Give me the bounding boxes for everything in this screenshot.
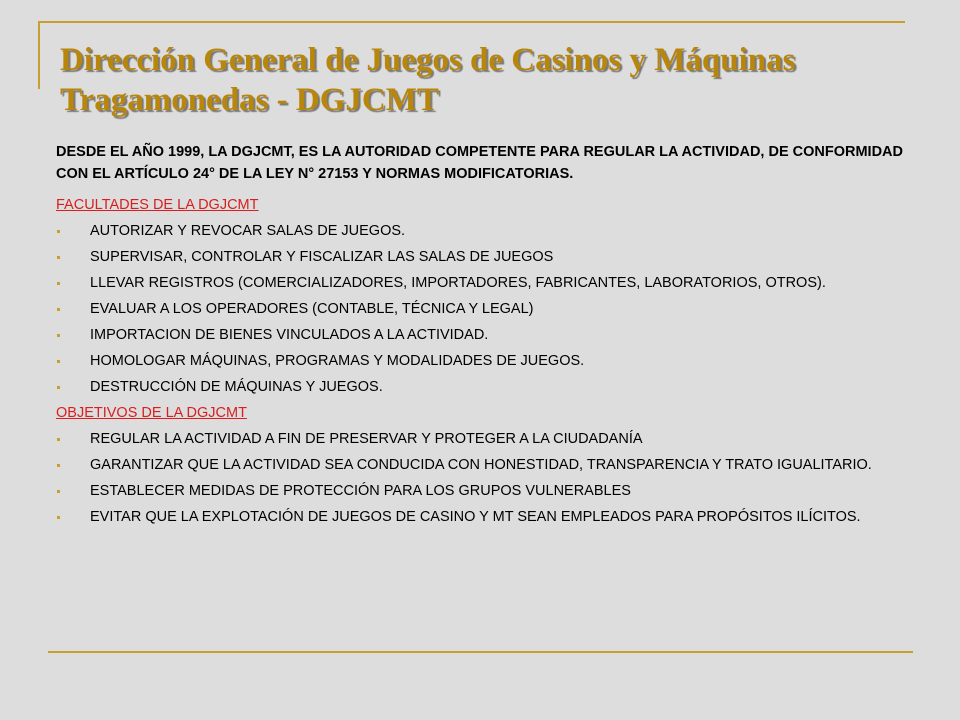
objetivos-list (56, 429, 903, 527)
list-item: SUPERVISAR, CONTROLAR Y FISCALIZAR LAS SALAS DE JUEGOS (56, 247, 903, 267)
list-item: EVITAR QUE LA EXPLOTACIÓN DE JUEGOS DE CASINO Y MT SEAN EMPLEADOS PARA PROPÓSITOS ILÍCITOS. (56, 507, 903, 527)
bullet-icon (57, 230, 60, 233)
bullet-icon (57, 464, 60, 467)
list-item: IMPORTACION DE BIENES VINCULADOS A LA ACTIVIDAD. (56, 325, 903, 345)
bullet-icon (57, 308, 60, 311)
top-rule (40, 21, 905, 23)
list-item: HOMOLOGAR MÁQUINAS, PROGRAMAS Y MODALIDADES DE JUEGOS. (56, 351, 903, 371)
slide-body (56, 141, 903, 533)
bullet-icon (57, 334, 60, 337)
list-item: GARANTIZAR QUE LA ACTIVIDAD SEA CONDUCIDA CON HONESTIDAD, TRANSPARENCIA Y TRATO IGUALITARIO. (56, 455, 903, 475)
bullet-icon (57, 256, 60, 259)
list-item: LLEVAR REGISTROS (COMERCIALIZADORES, IMPORTADORES, FABRICANTES, LABORATORIOS, OTROS). (56, 273, 903, 293)
left-rule (38, 21, 40, 89)
list-item: AUTORIZAR Y REVOCAR SALAS DE JUEGOS. (56, 221, 903, 241)
bullet-icon (57, 516, 60, 519)
objetivos-heading: OBJETIVOS DE LA DGJCMT (56, 405, 247, 421)
bullet-icon (57, 438, 60, 441)
list-item: DESTRUCCIÓN DE MÁQUINAS Y JUEGOS. (56, 377, 903, 397)
bottom-rule (48, 651, 913, 653)
facultades-heading: FACULTADES DE LA DGJCMT (56, 197, 259, 213)
intro-paragraph: DESDE EL AÑO 1999, LA DGJCMT, ES LA AUTORIDAD COMPETENTE PARA REGULAR LA ACTIVIDAD, DE CONFORMIDAD CON EL ARTÍCULO 24° DE LA LEY N° 27153 Y NORMAS MODIFICATORIAS. (56, 144, 903, 182)
bullet-icon (57, 282, 60, 285)
list-item: ESTABLECER MEDIDAS DE PROTECCIÓN PARA LOS GRUPOS VULNERABLES (56, 481, 903, 501)
list-item: EVALUAR A LOS OPERADORES (CONTABLE, TÉCNICA Y LEGAL) (56, 299, 903, 319)
bullet-icon (57, 360, 60, 363)
list-item: REGULAR LA ACTIVIDAD A FIN DE PRESERVAR Y PROTEGER A LA CIUDADANÍA (56, 429, 903, 449)
bullet-icon (57, 490, 60, 493)
bullet-icon (57, 386, 60, 389)
slide-title: Dirección General de Juegos de Casinos y Máquinas Tragamonedas - DGJCMT (60, 42, 796, 118)
facultades-list (56, 221, 903, 397)
